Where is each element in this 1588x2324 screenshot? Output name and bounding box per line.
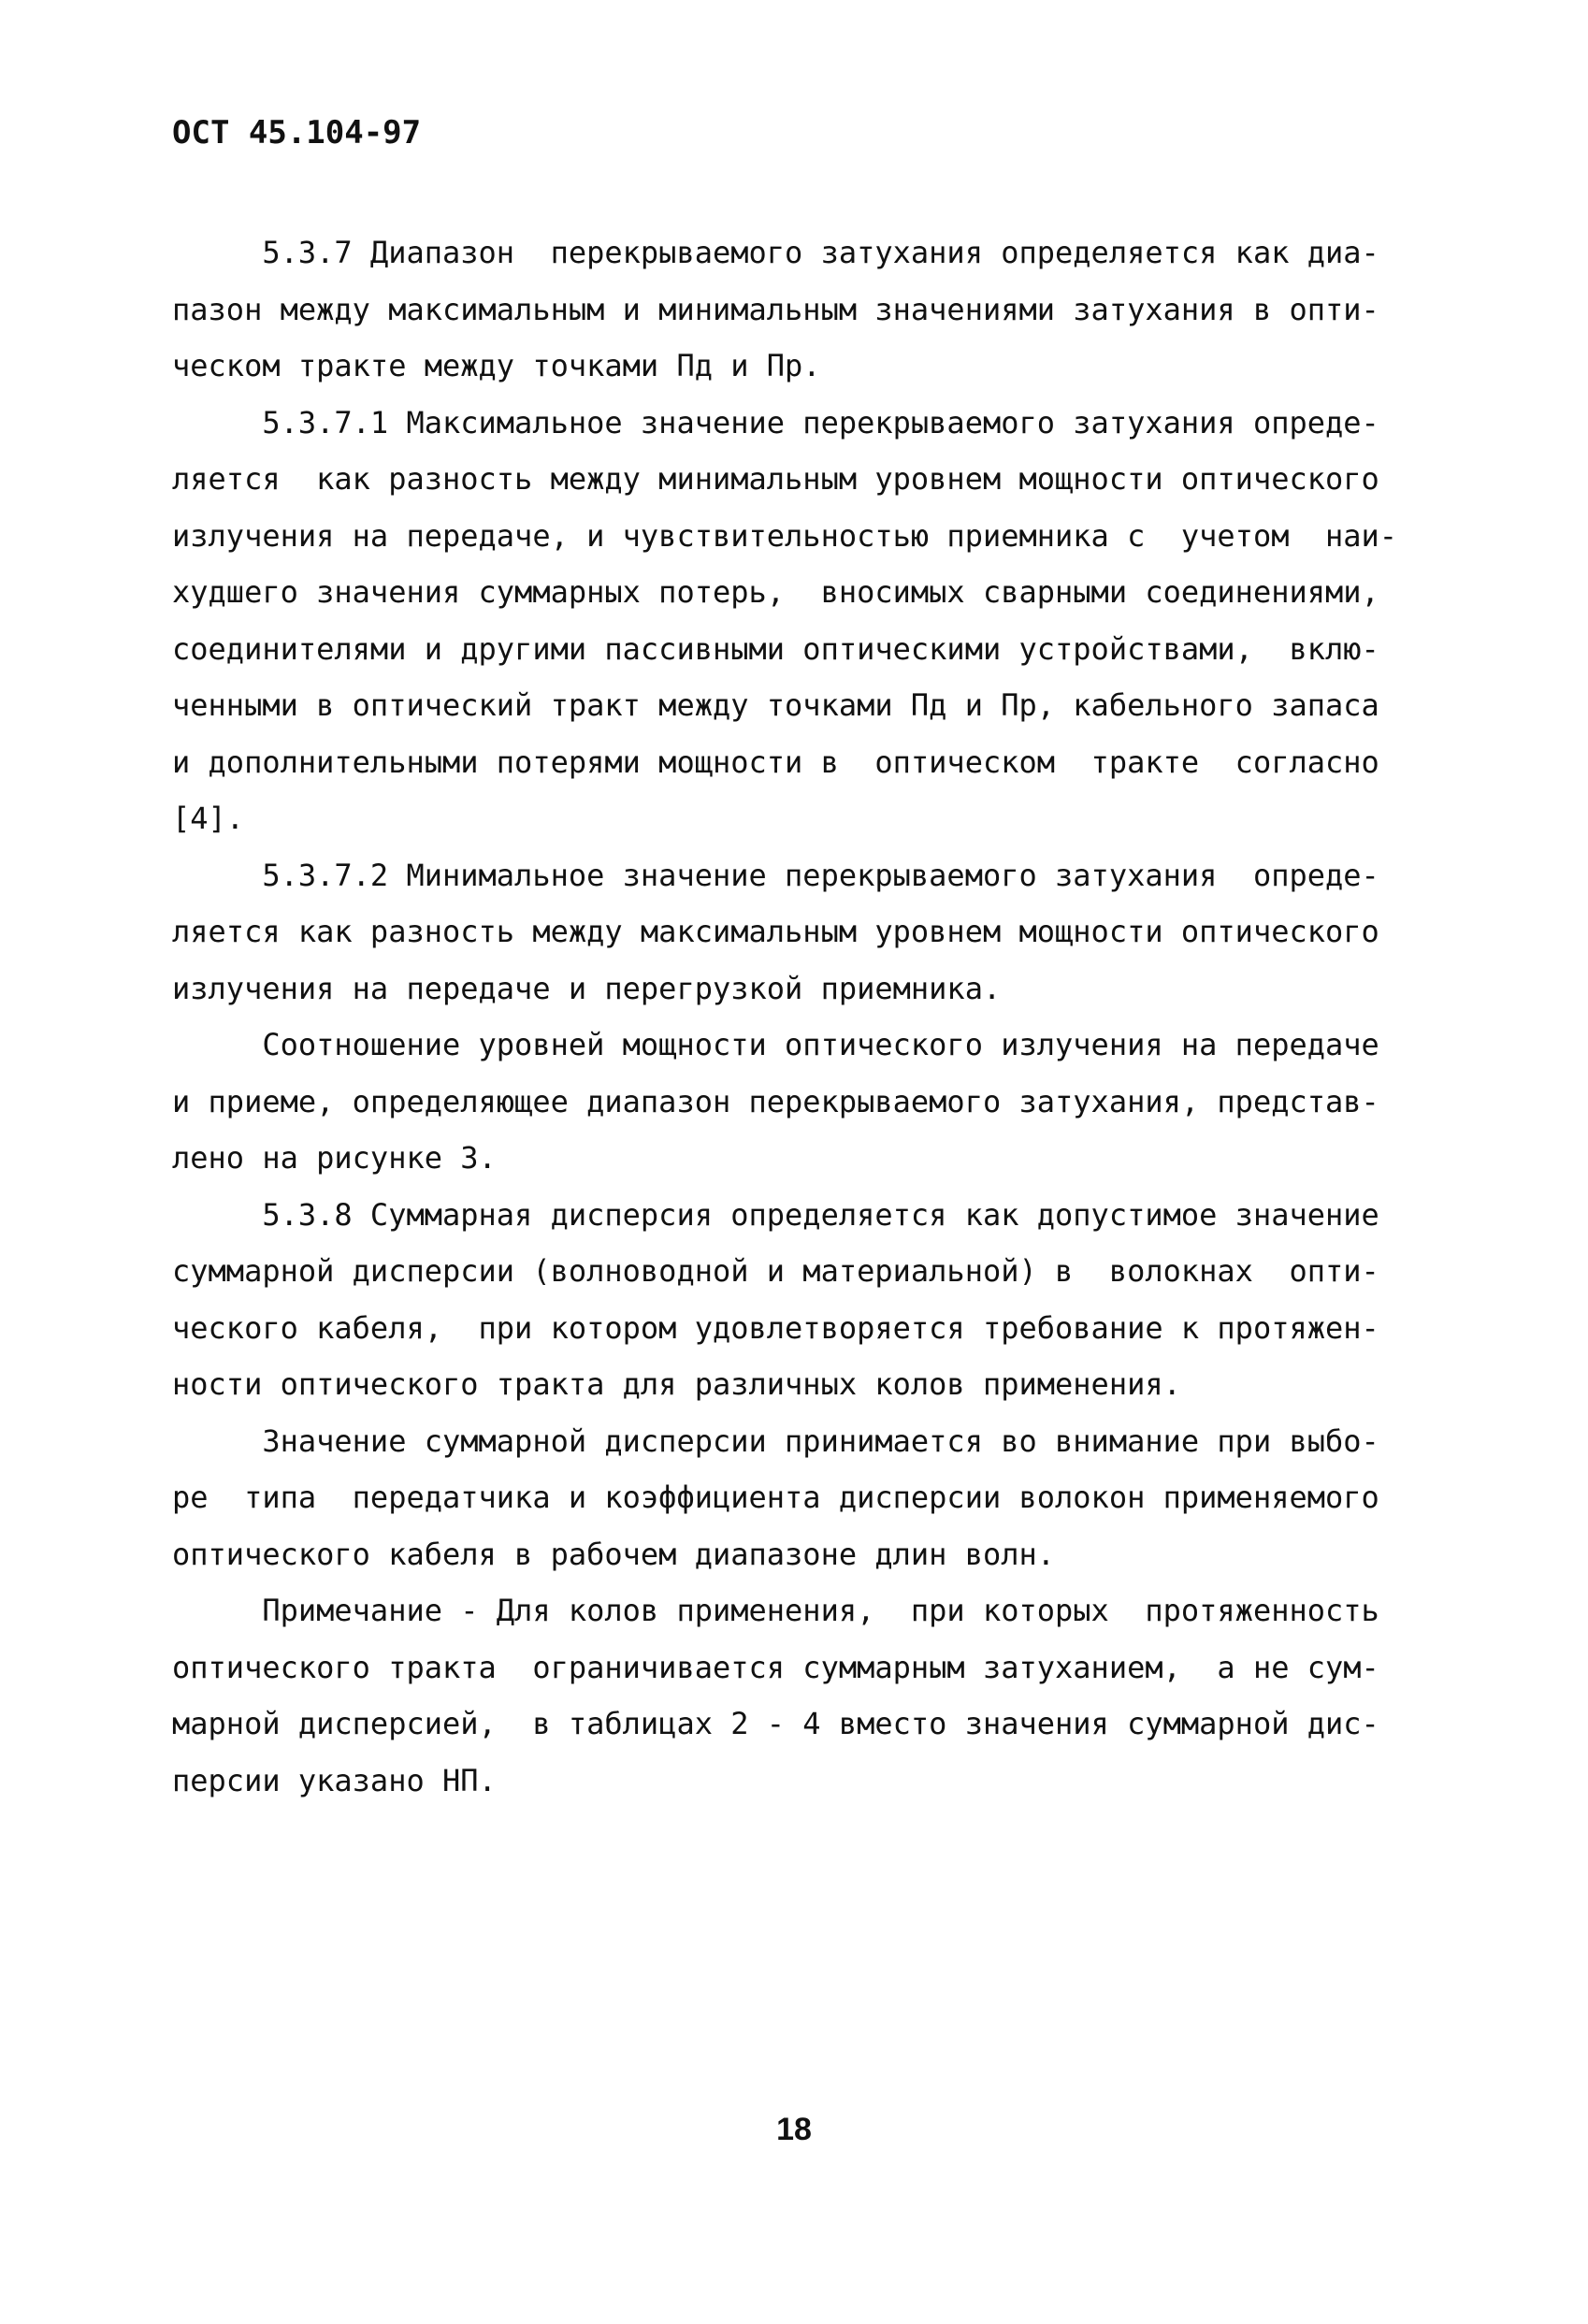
text-line: [4]. bbox=[172, 801, 245, 836]
text-line: ческого кабеля, при котором удовлетворяется требование к протяжен- bbox=[172, 1309, 1379, 1346]
text-line: Примечание - Для колов применения, при которых протяженность bbox=[172, 1593, 1379, 1628]
paragraph bbox=[172, 847, 1481, 1018]
text-line: Соотношение уровней мощности оптического излучения на передаче bbox=[172, 1027, 1379, 1062]
text-line: ности оптического тракта для различных колов применения. bbox=[172, 1366, 1181, 1402]
text-line: ре типа передатчика и коэффициента дисперсии волокон применяемого bbox=[172, 1480, 1379, 1515]
text-line: и дополнительными потерями мощности в оптическом тракте согласно bbox=[172, 743, 1379, 780]
text-line: персии указано НП. bbox=[172, 1762, 497, 1798]
text-line: соединителями и другими пассивными оптическими устройствами, вклю- bbox=[172, 630, 1379, 667]
text-line: 5.3.7.2 Минимальное значение перекрываемого затухания опреде- bbox=[172, 857, 1379, 893]
text-line: ляется как разность между минимальным уровнем мощности оптического bbox=[172, 461, 1379, 497]
paragraph bbox=[172, 1017, 1481, 1187]
text-line: марной дисперсией, в таблицах 2 - 4 вместо значения суммарной дис- bbox=[172, 1706, 1379, 1741]
text-line: 5.3.7 Диапазон перекрываемого затухания определяется как диа- bbox=[172, 235, 1379, 270]
text-line: Значение суммарной дисперсии принимается во внимание при выбо- bbox=[172, 1422, 1379, 1459]
text-line: оптического тракта ограничивается суммарным затуханием, а не сум- bbox=[172, 1649, 1379, 1685]
document-code: ОСТ 45.104-97 bbox=[172, 114, 422, 152]
text-line: излучения на передаче и перегрузкой приемника. bbox=[172, 970, 1002, 1006]
text-line: худшего значения суммарных потерь, вносимых сварными соединениями, bbox=[172, 574, 1379, 610]
paragraph bbox=[172, 1187, 1481, 1413]
text-line: излучения на передаче, и чувствительностью приемника с учетом наи- bbox=[172, 517, 1398, 554]
text-line: ческом тракте между точками Пд и Пр. bbox=[172, 348, 821, 383]
document-body bbox=[172, 224, 1481, 1809]
text-line: ченными в оптический тракт между точками Пд и Пр, кабельного запаса bbox=[172, 687, 1379, 723]
text-line: лено на рисунке 3. bbox=[172, 1140, 497, 1176]
paragraph bbox=[172, 1582, 1481, 1809]
text-line: 5.3.8 Суммарная дисперсия определяется как допустимое значение bbox=[172, 1196, 1379, 1233]
paragraph bbox=[172, 224, 1481, 395]
text-line: 5.3.7.1 Максимальное значение перекрываемого затухания опреде- bbox=[172, 404, 1379, 440]
text-line: оптического кабеля в рабочем диапазоне длин волн. bbox=[172, 1536, 1056, 1572]
paragraph bbox=[172, 395, 1481, 847]
paragraph bbox=[172, 1413, 1481, 1583]
text-line: ляется как разность между максимальным уровнем мощности оптического bbox=[172, 914, 1379, 949]
text-line: пазон между максимальным и минимальным значениями затухания в опти- bbox=[172, 291, 1379, 327]
page-number: 18 bbox=[776, 2112, 812, 2147]
text-line: суммарной дисперсии (волноводной и материальной) в волокнах опти- bbox=[172, 1253, 1379, 1289]
text-line: и приеме, определяющее диапазон перекрываемого затухания, представ- bbox=[172, 1083, 1379, 1119]
